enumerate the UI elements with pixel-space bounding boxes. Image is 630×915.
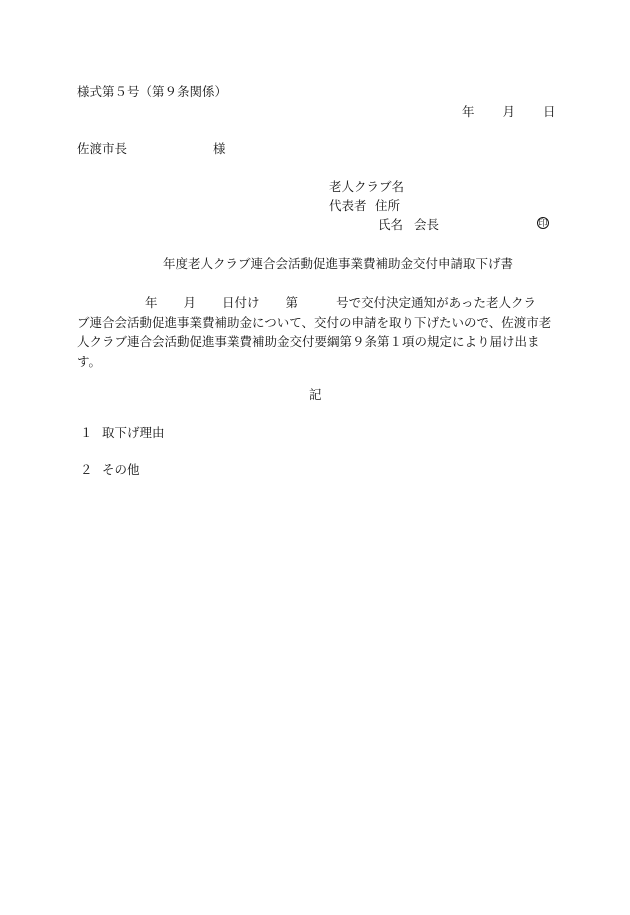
address-label: 住所	[375, 198, 401, 213]
body-paragraph	[77, 293, 552, 371]
body-line-1-rest: 号で交付決定通知があった老人クラ	[336, 295, 536, 310]
list-item	[80, 462, 140, 478]
body-number-prefix: 第	[285, 295, 299, 310]
body-line-3: 人クラブ連合会活動促進事業費補助金交付要綱第９条第１項の規定により届け出ま	[77, 334, 540, 349]
document-title: 年度老人クラブ連合会活動促進事業費補助金交付申請取下げ書	[163, 256, 514, 271]
representative-address	[329, 198, 401, 214]
body-line-1	[77, 293, 552, 313]
addressee-honorific: 様	[213, 141, 226, 156]
body-line-4: す。	[77, 353, 102, 369]
seal-mark: 印	[538, 219, 548, 229]
chair-label: 会長	[414, 217, 440, 232]
date-day: 日	[543, 104, 556, 119]
club-name-label: 老人クラブ名	[329, 179, 405, 194]
item-label: 取下げ理由	[102, 425, 165, 440]
form-id: 様式第５号（第９条関係）	[77, 84, 228, 99]
item-number: １	[80, 425, 93, 440]
body-year: 年	[145, 295, 158, 310]
representative-label: 代表者	[329, 198, 367, 213]
addressee-name: 佐渡市長	[77, 141, 128, 156]
body-date-suffix: 日付け	[222, 295, 260, 310]
date-year: 年	[462, 104, 475, 119]
item-number: ２	[80, 462, 93, 477]
representative-name	[378, 217, 440, 233]
date-line	[462, 104, 556, 120]
addressee	[77, 141, 226, 157]
name-label: 氏名	[378, 217, 404, 232]
body-line-2: ブ連合会活動促進事業費補助金について、交付の申請を取り下げたいので、佐渡市老	[77, 314, 552, 330]
ki-heading: 記	[309, 387, 322, 402]
item-label: その他	[102, 462, 140, 477]
list-item	[80, 425, 165, 441]
date-month: 月	[502, 104, 516, 119]
body-month: 月	[183, 295, 197, 310]
